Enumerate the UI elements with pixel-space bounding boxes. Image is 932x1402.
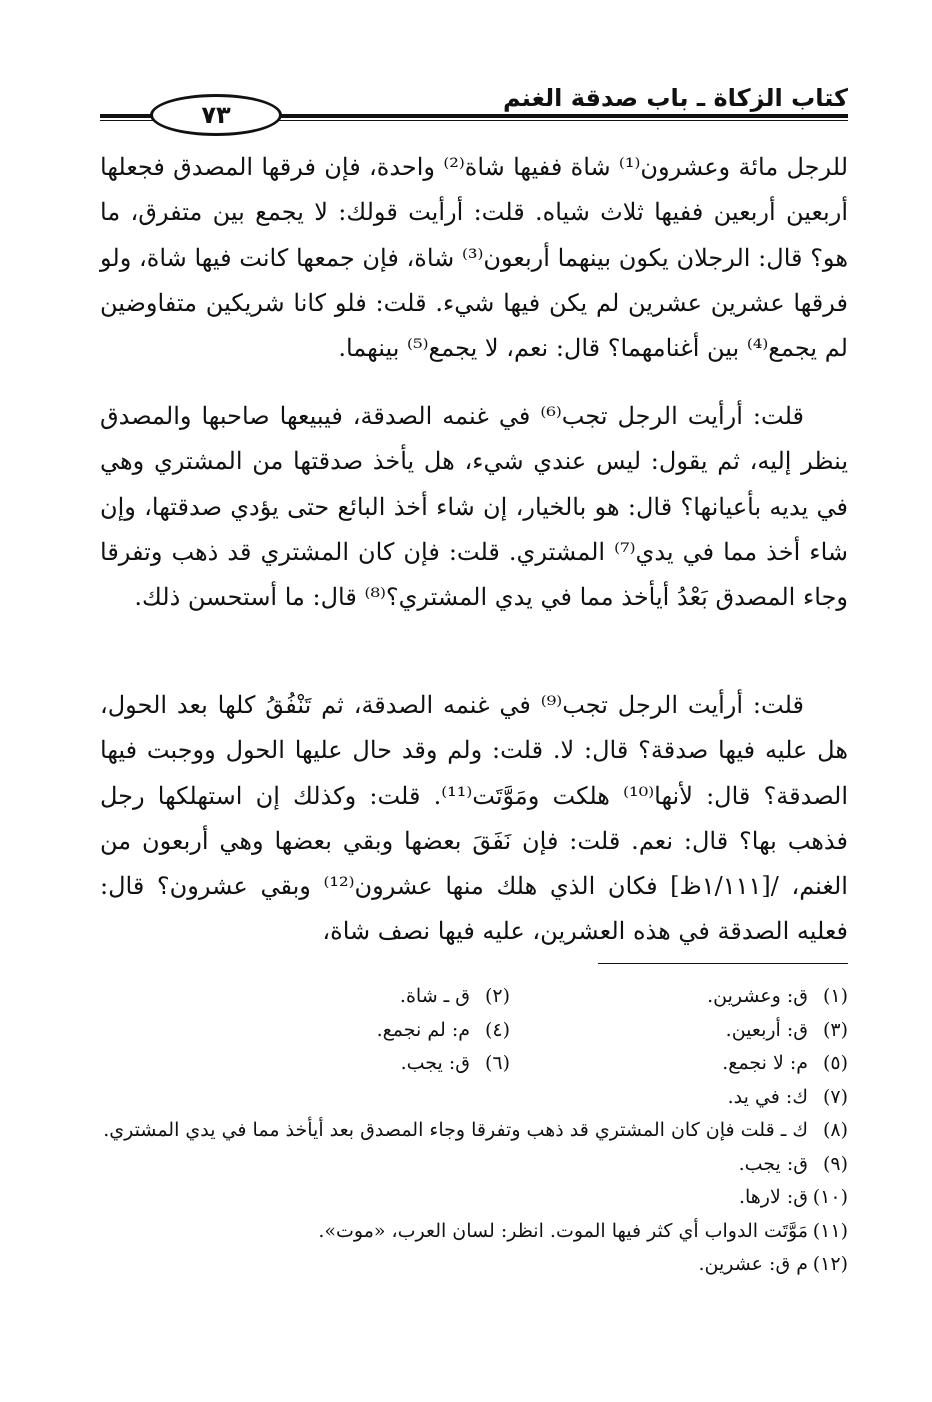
footnote-separator (598, 963, 848, 964)
footnote-10 (100, 1181, 848, 1215)
footnote-number: (٣) (822, 1018, 848, 1041)
footnote-text: مَوَّتَت الدواب أي كثر فيها الموت. انظر: لسان العرب، «موت». (318, 1219, 808, 1242)
footnote-6 (330, 1047, 510, 1081)
footnote-text: م: لا نجمع. (722, 1052, 808, 1074)
footnote-number: (٤) (484, 1018, 510, 1041)
footnote-12 (100, 1248, 848, 1282)
footnote-number: (١١) (812, 1219, 848, 1242)
footnote-text: ك ـ قلت فإن كان المشتري قد ذهب وتفرقا وجاء المصدق بعد أيأخذ مما في يدي المشتري. (103, 1119, 808, 1141)
footnote-text: م ق: عشرين. (698, 1253, 808, 1275)
page-header (100, 78, 848, 128)
footnote-9 (100, 1148, 848, 1182)
footnote-number: (١) (822, 985, 848, 1007)
footnote-text: ق: أربعين. (725, 1018, 808, 1041)
paragraph-3: قلت: أرأيت الرجل تجب⁽⁹⁾ في غنمه الصدقة، ثم تَنْفُقُ كلها بعد الحول، هل عليه فيها صدقة؟ قال: لا. قلت: ولم وقد حال عليها الحول ووجبت فيها الصدقة؟ قال: لأنها⁽¹⁰⁾ هلكت ومَوَّتَت⁽¹¹⁾. قلت: وكذلك إن استهلكها رجل فذهب بها؟ قال: نعم. قلت: فإن نَفَقَ بعضها وبقي بعضها وهي أربعون من الغنم، /[١/١١١ظ] فكان الذي هلك منها عشرون⁽¹²⁾ وبقي عشرون؟ قال: فعليه الصدقة في هذه العشرين، عليه فيها نصف شاة، (100, 691, 849, 946)
footnote-text: ك: في يد. (727, 1085, 808, 1108)
footnote-text: م: لم نجمع. (376, 1018, 470, 1041)
page-number: ٧٣ (150, 94, 282, 136)
footnotes-full-width (100, 1114, 848, 1282)
paragraph-1: للرجل مائة وعشرون⁽¹⁾ شاة ففيها شاة⁽²⁾ واحدة، فإن فرقها المصدق فجعلها أربعين أربعين ففيها ثلاث شياه. قلت: أرأيت قولك: لا يجمع بين متفرق، ما هو؟ قال: الرجلان يكون بينهما أربعون⁽³⁾ شاة، فإن جمعها كانت فيها شاة، ولو فرقها عشرين عشرين لم يكن فيها شيء. قلت: فلو كانا شريكين متفاوضين لم يجمع⁽⁴⁾ بين أغنامهما؟ قال: نعم، لا يجمع⁽⁵⁾ بينهما. (100, 153, 849, 363)
footnote-text: ق: وعشرين. (707, 985, 808, 1007)
footnote-text: ق: لارها. (738, 1186, 808, 1208)
footnote-number: (١٢) (812, 1253, 848, 1275)
footnote-number: (١٠) (812, 1186, 848, 1208)
footnote-number: (٥) (822, 1052, 848, 1074)
footnote-number: (٩) (822, 1152, 848, 1175)
footnote-number: (٢) (484, 985, 510, 1007)
footnote-text: ق: يجب. (738, 1152, 808, 1175)
footnote-number: (٨) (822, 1119, 848, 1141)
footnote-text: ق ـ شاة. (399, 985, 470, 1007)
footnote-2 (330, 980, 510, 1014)
footnote-11 (100, 1215, 848, 1249)
footnote-text: ق: يجب. (400, 1052, 470, 1074)
footnotes-left-column (330, 980, 510, 1081)
footnote-4 (330, 1014, 510, 1048)
footnote-number: (٦) (484, 1052, 510, 1074)
paragraph-2: قلت: أرأيت الرجل تجب⁽⁶⁾ في غنمه الصدقة، فيبيعها صاحبها والمصدق ينظر إليه، ثم يقول: ليس عندي شيء، هل يأخذ صدقتها من المشتري وهي في يديه بأعيانها؟ قال: هو بالخيار، إن شاء أخذ البائع حتى يؤدي صدقتها، وإن شاء أخذ مما في يدي⁽⁷⁾ المشتري. قلت: فإن كان المشتري قد ذهب وتفرقا وجاء المصدق بَعْدُ أيأخذ مما في يدي المشتري؟⁽⁸⁾ قال: ما أستحسن ذلك. (100, 402, 848, 612)
footnote-8 (100, 1114, 848, 1148)
paragraph-1-container (100, 145, 848, 371)
footnote-7 (288, 1081, 848, 1115)
paragraph-3-container (100, 683, 848, 955)
footnote-number: (٧) (822, 1085, 848, 1108)
chapter-title: كتاب الزكاة ـ باب صدقة الغنم (502, 84, 848, 112)
paragraph-2-container (100, 394, 848, 620)
